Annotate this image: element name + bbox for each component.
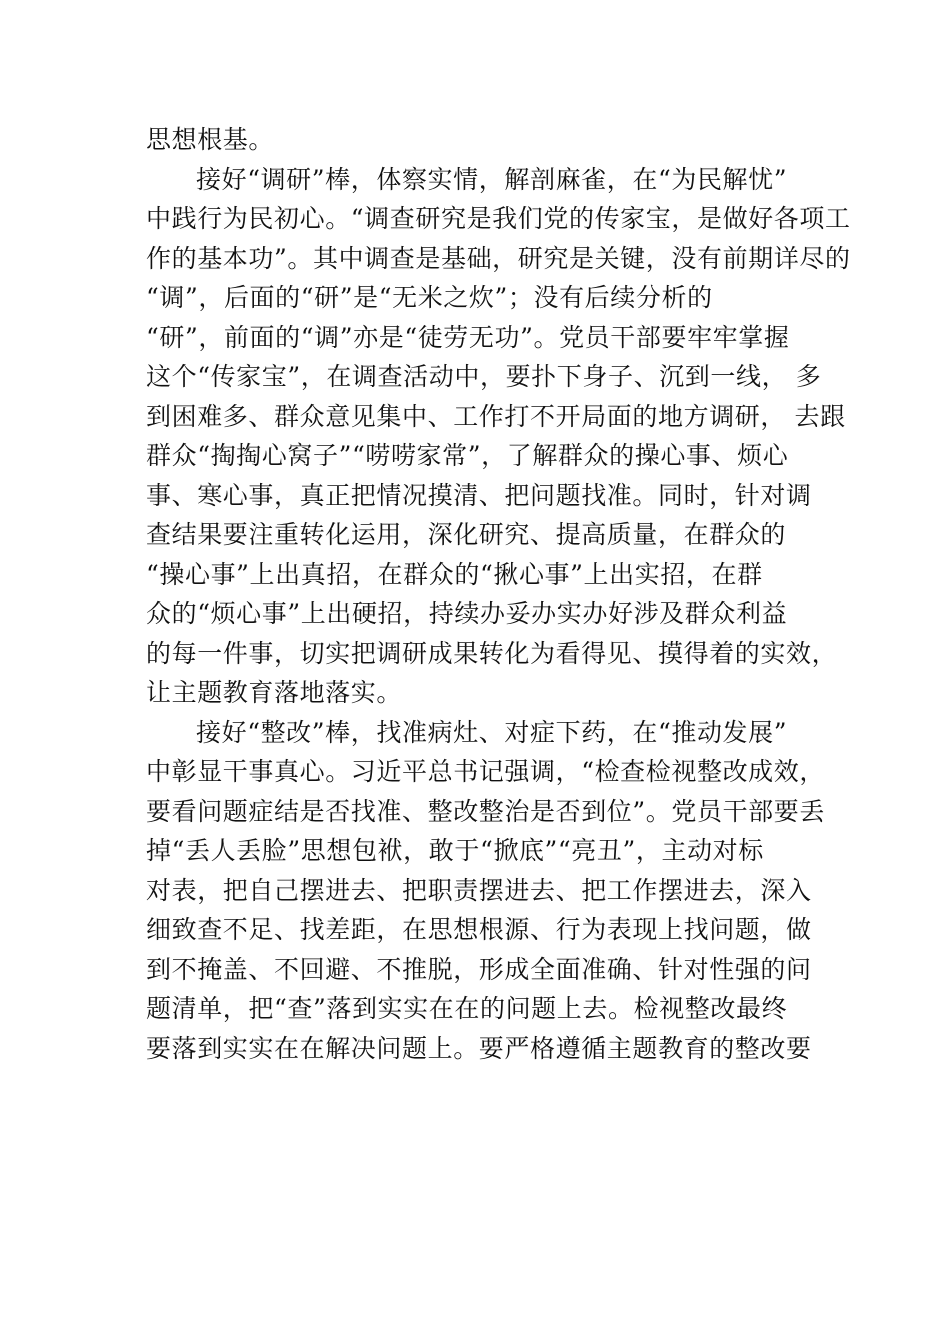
paragraph-start-line: 接好“整改”棒，找准病灶、对症下药，在“推动发展” bbox=[196, 717, 788, 747]
text-line: 中践行为民初心。“调查研究是我们党的传家宝，是做好各项工 bbox=[146, 204, 851, 233]
text-line: 这个“传家宝”，在调查活动中，要扑下身子、沉到一线， 多 bbox=[146, 362, 822, 391]
text-line: “操心事”上出真招，在群众的“揪心事”上出实招，在群 bbox=[146, 559, 763, 589]
text-line: 群众“掏掏心窝子”“唠唠家常”，了解群众的操心事、烦心 bbox=[146, 441, 789, 470]
text-line: 要落到实实在在解决问题上。要严格遵循主题教育的整改要 bbox=[146, 1033, 812, 1063]
text-line: 作的基本功”。其中调查是基础，研究是关键，没有前期详尽的 bbox=[146, 243, 851, 273]
text-line: 让主题教育落地落实。 bbox=[146, 678, 403, 707]
text-line: 到不掩盖、不回避、不推脱，形成全面准确、针对性强的问 bbox=[146, 954, 812, 984]
text-line: “研”，前面的“调”亦是“徒劳无功”。党员干部要牢牢掌握 bbox=[146, 322, 790, 352]
paragraph-start-line: 接好“调研”棒，体察实情，解剖麻雀，在“为民解忧” bbox=[196, 164, 788, 194]
text-line: 思想根基。 bbox=[146, 125, 275, 154]
text-line: 到困难多、群众意见集中、工作打不开局面的地方调研， 去跟 bbox=[146, 401, 846, 431]
text-line: 众的“烦心事”上出硬招，持续办妥办实办好涉及群众利益 bbox=[146, 599, 788, 628]
text-line: 的每一件事，切实把调研成果转化为看得见、摸得着的实效， bbox=[146, 638, 838, 668]
text-line: 事、寒心事，真正把情况摸清、把问题找准。同时，针对调 bbox=[146, 480, 812, 510]
text-line: 对表，把自己摆进去、把职责摆进去、把工作摆进去，深入 bbox=[146, 875, 812, 905]
text-line: 要看问题症结是否找准、整改整治是否到位”。党员干部要丢 bbox=[146, 796, 825, 826]
text-line: 中彰显干事真心。习近平总书记强调，“检查检视整改成效， bbox=[146, 757, 825, 786]
text-line: 掉“丢人丢脸”思想包袱，敢于“掀底”“亮丑”，主动对标 bbox=[146, 836, 764, 865]
text-line: 查结果要注重转化运用，深化研究、提高质量，在群众的 bbox=[146, 520, 787, 549]
text-line: 题清单，把“查”落到实实在在的问题上去。检视整改最终 bbox=[146, 994, 788, 1023]
document-body bbox=[146, 120, 851, 1068]
text-line: 细致查不足、找差距，在思想根源、行为表现上找问题，做 bbox=[146, 915, 812, 944]
text-line: “调”，后面的“研”是“无米之炊”；没有后续分析的 bbox=[146, 283, 713, 312]
